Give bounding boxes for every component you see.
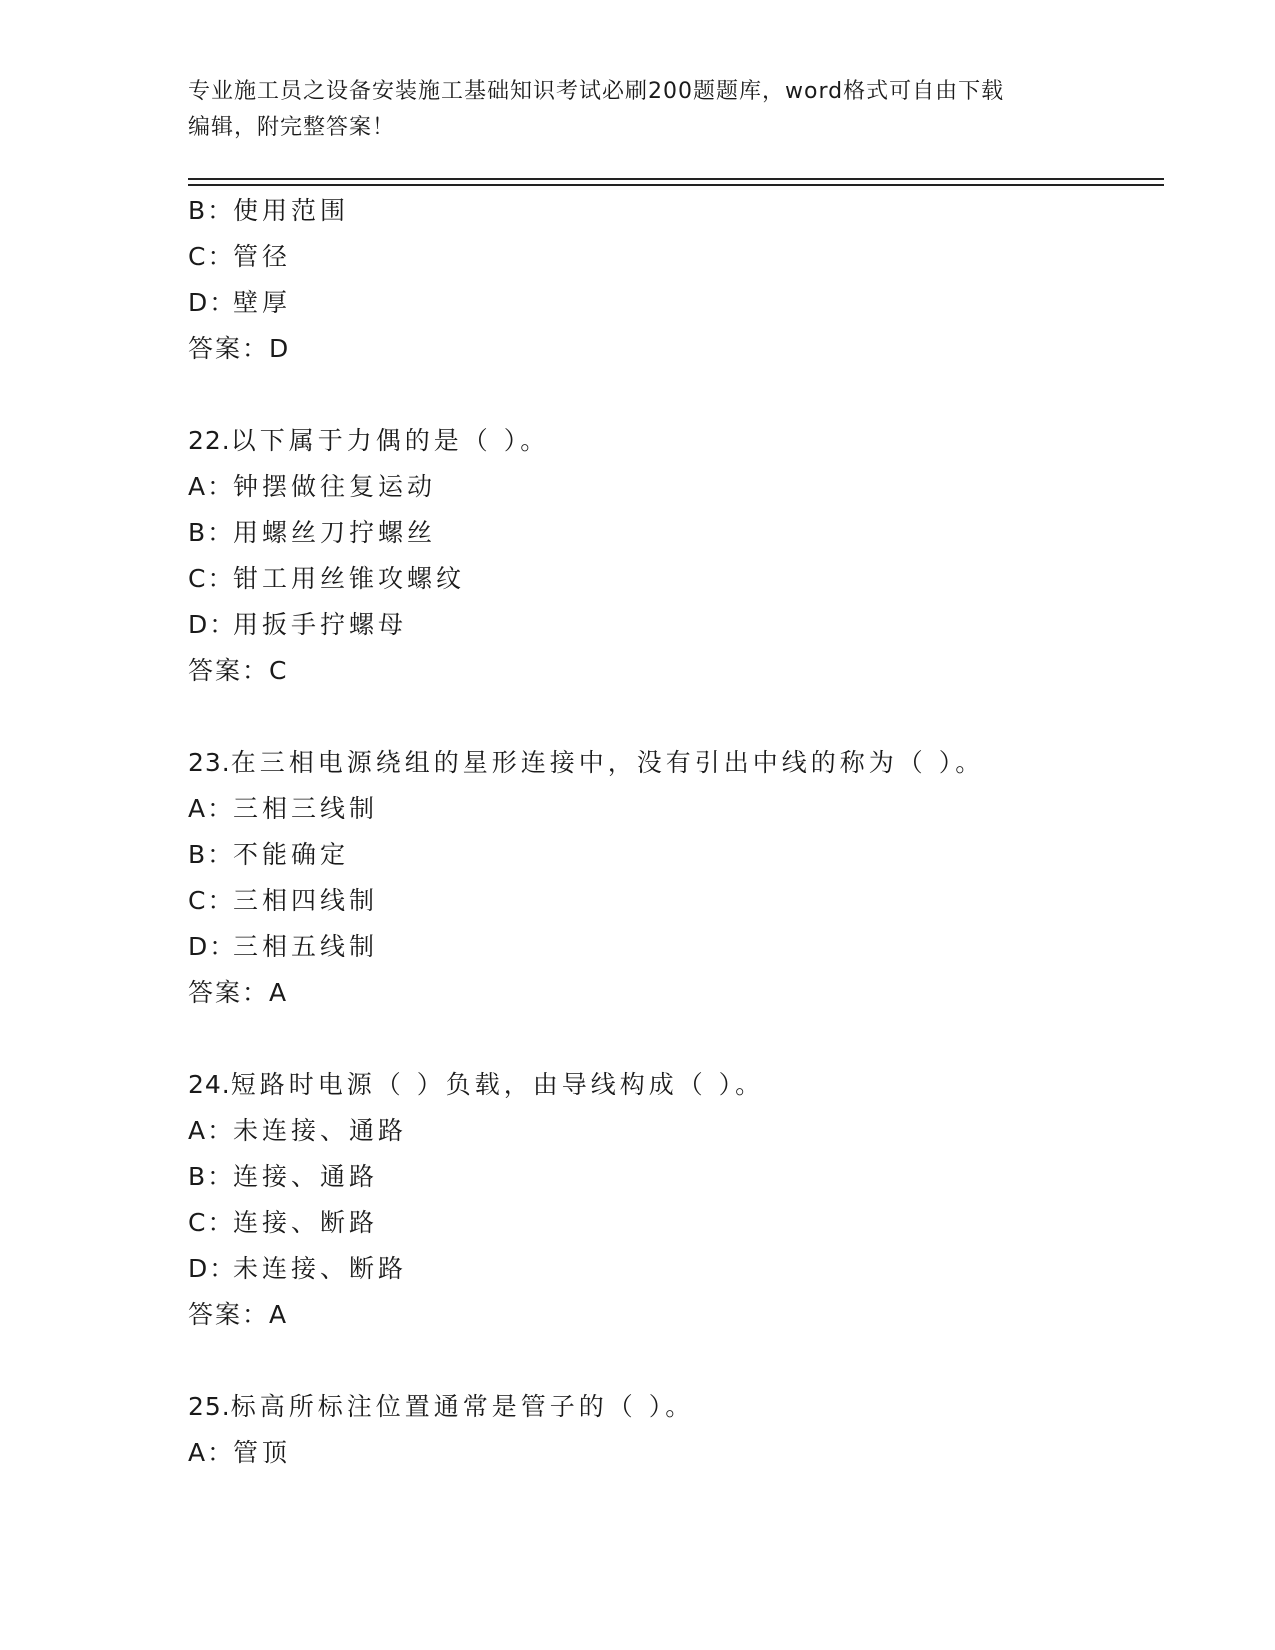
option-text: 管顶 [233,1438,292,1467]
option-text: 壁厚 [233,288,292,317]
question-23 [188,740,1164,1016]
question-number: 23. [188,748,231,777]
question-stem [188,418,1164,464]
question-21-continued [188,188,1164,372]
question-stem [188,1384,1164,1430]
option-a: A：三相三线制 [188,794,379,823]
option-b: B：用螺丝刀拧螺丝 [188,518,437,547]
question-stem [188,740,1164,786]
option-c: C：三相四线制 [188,886,379,915]
option-a: A：管顶 [188,1438,292,1467]
question-text: 短路时电源（ ）负载，由导线构成（ ）。 [230,1070,765,1099]
option-text: 连接、通路 [233,1162,379,1191]
question-stem [188,1062,1164,1108]
question-list [188,188,1164,1476]
question-number: 25. [188,1392,231,1421]
option-text: 连接、断路 [233,1208,379,1237]
option-text: 钳工用丝锥攻螺纹 [233,564,466,593]
option-a: A：未连接、通路 [188,1116,408,1145]
option-text: 管径 [233,242,292,271]
option-d: D：未连接、断路 [188,1254,408,1283]
question-text: 在三相电源绕组的星形连接中，没有引出中线的称为（ ）。 [230,748,985,777]
option-text: 钟摆做往复运动 [233,472,437,501]
option-text: 三相五线制 [233,932,379,961]
option-b: B：不能确定 [188,840,350,869]
option-text: 未连接、断路 [233,1254,408,1283]
answer: 答案：A [188,1300,289,1329]
question-22 [188,418,1164,694]
option-c: C：管径 [188,242,292,271]
question-24 [188,1062,1164,1338]
header-title-line-2: 编辑，附完整答案！ [188,115,396,140]
question-number: 24. [188,1070,231,1099]
option-b: B：使用范围 [188,196,350,225]
option-c: C：连接、断路 [188,1208,379,1237]
question-text: 以下属于力偶的是（ ）。 [230,426,550,455]
question-text: 标高所标注位置通常是管子的（ ）。 [230,1392,695,1421]
answer: 答案：A [188,978,289,1007]
option-text: 用螺丝刀拧螺丝 [233,518,437,547]
header-divider-bottom [188,184,1164,186]
answer: 答案：C [188,656,289,685]
option-d: D：三相五线制 [188,932,379,961]
option-text: 三相三线制 [233,794,379,823]
option-text: 使用范围 [233,196,350,225]
option-text: 不能确定 [233,840,350,869]
option-text: 未连接、通路 [233,1116,408,1145]
option-text: 三相四线制 [233,886,379,915]
option-c: C：钳工用丝锥攻螺纹 [188,564,466,593]
option-b: B：连接、通路 [188,1162,379,1191]
question-25 [188,1384,1164,1476]
question-number: 22. [188,426,231,455]
answer: 答案：D [188,334,291,363]
option-text: 用扳手拧螺母 [233,610,408,639]
document-header [188,74,1088,146]
option-a: A：钟摆做往复运动 [188,472,437,501]
header-divider-top [188,178,1164,180]
option-d: D：用扳手拧螺母 [188,610,408,639]
header-title-line-1: 专业施工员之设备安装施工基础知识考试必刷200题题库，word格式可自由下载 [188,79,1005,104]
option-d: D：壁厚 [188,288,292,317]
